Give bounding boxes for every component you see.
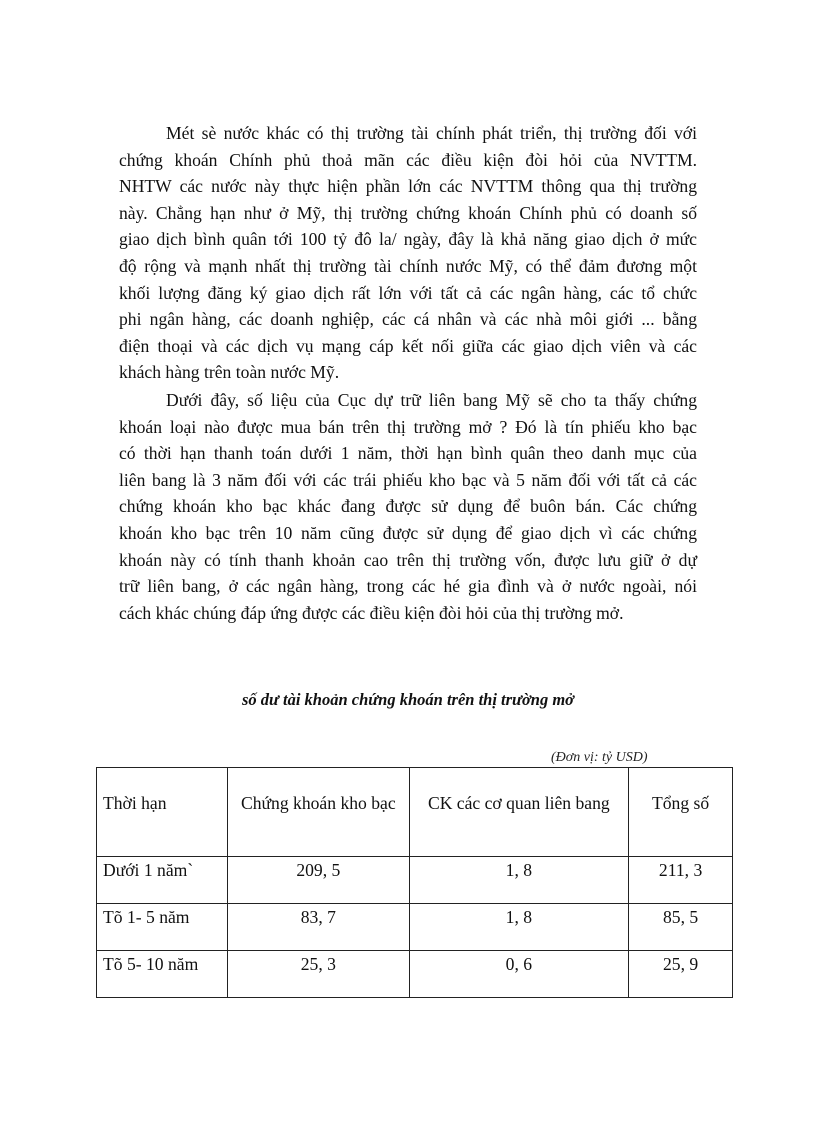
table-cell: 211, 3 (629, 857, 733, 904)
table-caption: số dư tài khoản chứng khoán trên thị trường mở (241, 690, 575, 709)
header-cell-treasury: Chứng khoán kho bạc (228, 768, 409, 857)
paragraph-line: phi ngân hàng, các doanh nghiệp, các cá nhân và các nhà môi giới ... bằng (119, 309, 697, 330)
paragraph-1 (119, 120, 697, 386)
table-cell: 83, 7 (228, 904, 409, 951)
paragraph-line: khách hàng trên toàn nước Mỹ. (119, 362, 340, 383)
data-table (96, 767, 733, 998)
table-cell: Tõ 1- 5 năm (97, 904, 228, 951)
paragraph-line: Dưới đây, số liệu của Cục dự trữ liên bang Mỹ sẽ cho ta thấy chứng (166, 390, 697, 410)
paragraph-line: chứng khoán kho bạc khác đang được sử dụng để buôn bán. Các chứng (119, 496, 697, 517)
paragraph-line: trữ liên bang, ở các ngân hàng, trong các hé gia đình và ở nước ngoài, nói (119, 576, 697, 597)
table-cell: 209, 5 (228, 857, 409, 904)
table-row (97, 857, 733, 904)
paragraph-line: khoán này có tính thanh khoản cao trên thị trường vốn, được lưu giữ ở dự (119, 549, 697, 570)
paragraph-line: liên bang là 3 năm đối với các trái phiếu kho bạc và 5 năm đối với tất cả các (119, 469, 697, 490)
unit-note: (Đơn vị: tỷ USD) (551, 750, 648, 765)
paragraph-line: giao dịch bình quân tới 100 tỷ đô la/ ngày, đây là khả năng giao dịch ở mức (119, 229, 697, 250)
table-row (97, 951, 733, 998)
paragraph-line: có thời hạn thanh toán dưới 1 năm, thời hạn bình quân theo danh mục của (119, 443, 697, 464)
paragraph-line: cách khác chúng đáp ứng được các điều kiện đòi hỏi của thị trường mở. (119, 602, 624, 623)
header-cell-total: Tổng số (629, 768, 733, 857)
paragraph-line: điện thoại và các dịch vụ mạng cáp kết nối giữa các giao dịch viên và các (119, 335, 697, 356)
header-cell-term: Thời hạn (97, 768, 228, 857)
paragraph-line: khối lượng đăng ký giao dịch rất lớn với tất cả các ngân hàng, các tổ chức (119, 282, 697, 303)
header-cell-federal-agencies: CK các cơ quan liên bang (409, 768, 629, 857)
table-cell: 0, 6 (409, 951, 629, 998)
table-cell: 25, 9 (629, 951, 733, 998)
paragraph-line: chứng khoán Chính phủ thoả mãn các điều kiện đòi hỏi của NVTTM. (119, 149, 697, 170)
table-cell: 25, 3 (228, 951, 409, 998)
table-cell: 1, 8 (409, 857, 629, 904)
paragraph-2 (119, 387, 697, 626)
table-cell: Tõ 5- 10 năm (97, 951, 228, 998)
table-cell: 85, 5 (629, 904, 733, 951)
table-header-row (97, 768, 733, 857)
table-row (97, 904, 733, 951)
paragraph-line: khoán kho bạc trên 10 năm cũng được sử dụng để giao dịch vì các chứng (119, 522, 697, 543)
paragraph-line: độ rộng và mạnh nhất thị trường tài chính nước Mỹ, có thể đảm đương một (119, 255, 697, 276)
paragraph-line: Mét sè nước khác có thị trường tài chính phát triển, thị trường đối với (166, 123, 697, 143)
paragraph-line: NHTW các nước này thực hiện phần lớn các NVTTM thông qua thị trường (119, 176, 697, 197)
paragraph-line: này. Chẳng hạn như ở Mỹ, thị trường chứng khoán Chính phủ có doanh số (119, 202, 697, 223)
paragraph-line: khoán loại nào được mua bán trên thị trường mở ? Đó là tín phiếu kho bạc (119, 416, 697, 437)
table-cell: 1, 8 (409, 904, 629, 951)
table-cell: Dưới 1 năm` (97, 857, 228, 904)
